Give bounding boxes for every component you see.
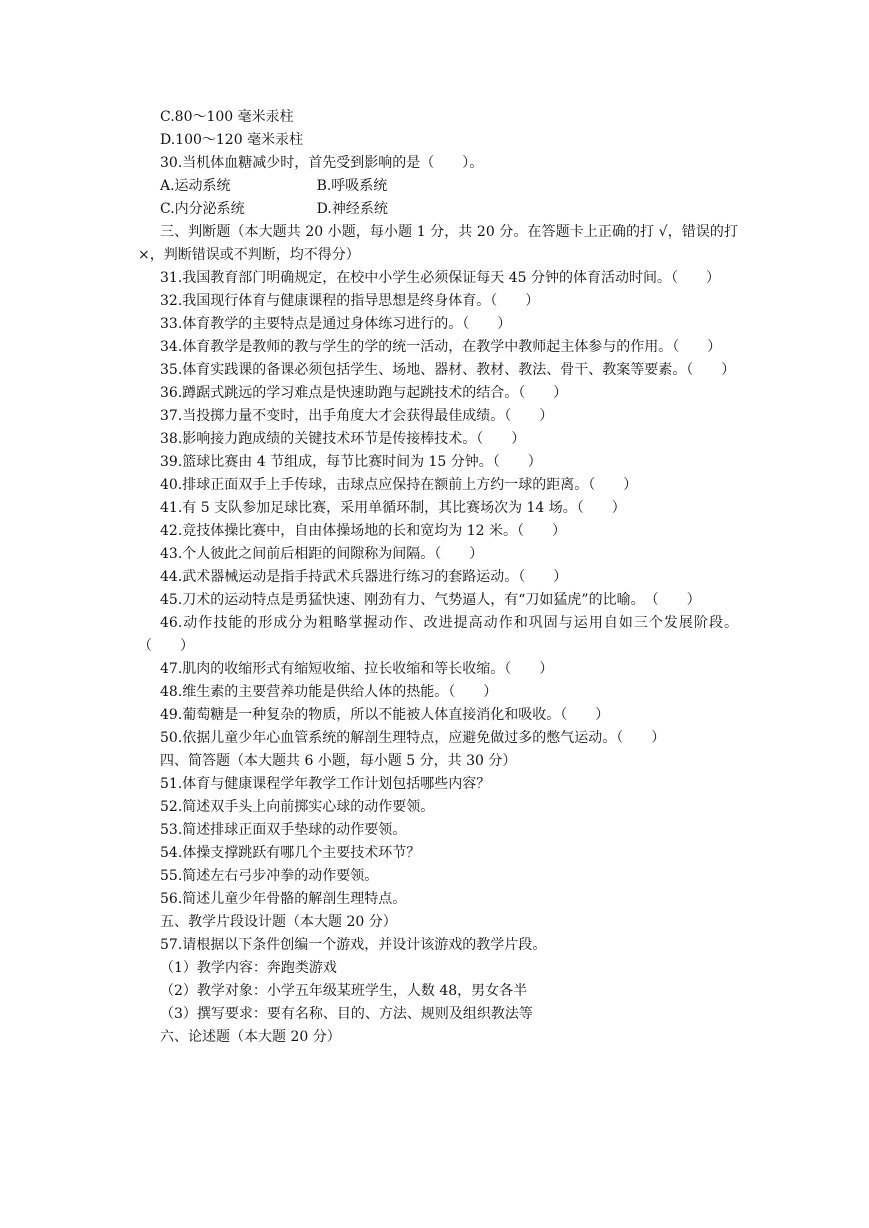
option-d: D.100～120 毫米汞柱 (160, 132, 304, 148)
option-d: D.神经系统 (316, 201, 388, 217)
question-48: 48.维生素的主要营养功能是供给人体的热能。（ ） (160, 684, 498, 700)
question-30: 30.当机体血糖减少时，首先受到影响的是（ ）。 (160, 155, 484, 171)
question-36: 36.蹲踞式跳远的学习难点是快速助跑与起跳技术的结合。（ ） (160, 385, 568, 401)
question-44: 44.武术器械运动是指手持武术兵器进行练习的套路运动。（ ） (160, 569, 568, 585)
question-31: 31.我国教育部门明确规定，在校中小学生必须保证每天 45 分钟的体育活动时间。（ ） (160, 270, 720, 286)
question-57: 57.请根据以下条件创编一个游戏，并设计该游戏的教学片段。 (160, 937, 547, 953)
section-5-heading: 五、教学片段设计题（本大题 20 分） (160, 914, 397, 930)
question-35: 35.体育实践课的备课必须包括学生、场地、器材、教材、教法、骨干、教案等要素。（ ） (160, 362, 736, 378)
question-33: 33.体育教学的主要特点是通过身体练习进行的。（ ） (160, 316, 512, 332)
condition-2: （2）教学对象：小学五年级某班学生，人数 48，男女各半 (160, 983, 528, 999)
question-34: 34.体育教学是教师的教与学生的学的统一活动，在教学中教师起主体参与的作用。（ ） (160, 339, 722, 355)
section-3-heading: 三、判断题（本大题共 20 小题，每小题 1 分，共 20 分。在答题卡上正确的打 √，错误的打×，判断错误或不判断，均不得分） (138, 224, 738, 263)
question-52: 52.简述双手头上向前掷实心球的动作要领。 (160, 799, 435, 815)
question-46: 46.动作技能的形成分为粗略掌握动作、改进提高动作和巩固与运用自如三个发展阶段。（ ） (138, 615, 738, 654)
option-c: C.80～100 毫米汞柱 (160, 109, 294, 125)
question-32: 32.我国现行体育与健康课程的指导思想是终身体育。（ ） (160, 293, 540, 309)
condition-1: （1）教学内容：奔跑类游戏 (160, 960, 337, 976)
condition-3: （3）撰写要求：要有名称、目的、方法、规则及组织教法等 (160, 1006, 533, 1022)
option-b: B.呼吸系统 (316, 178, 388, 194)
section-6-heading: 六、论述题（本大题 20 分） (160, 1029, 341, 1045)
question-42: 42.竞技体操比赛中，自由体操场地的长和宽均为 12 米。（ ） (160, 523, 566, 539)
question-54: 54.体操支撑跳跃有哪几个主要技术环节？ (160, 845, 421, 861)
question-45: 45.刀术的运动特点是勇猛快速、刚劲有力、气势逼人，有“刀如猛虎”的比喻。 （ ） (160, 592, 701, 608)
question-51: 51.体育与健康课程学年教学工作计划包括哪些内容？ (160, 776, 491, 792)
option-a: A.运动系统 (160, 178, 231, 194)
question-56: 56.简述儿童少年骨骼的解剖生理特点。 (160, 891, 407, 907)
question-37: 37.当投掷力量不变时，出手角度大才会获得最佳成绩。（ ） (160, 408, 554, 424)
option-c: C.内分泌系统 (160, 201, 245, 217)
question-55: 55.简述左右弓步冲拳的动作要领。 (160, 868, 379, 884)
question-39: 39.篮球比赛由 4 节组成，每节比赛时间为 15 分钟。（ ） (160, 454, 542, 470)
question-30-options-cd (138, 198, 738, 221)
question-41: 41.有 5 支队参加足球比赛，采用单循环制，其比赛场次为 14 场。（ ） (160, 500, 626, 516)
question-49: 49.葡萄糖是一种复杂的物质，所以不能被人体直接消化和吸收。（ ） (160, 707, 610, 723)
question-53: 53.简述排球正面双手垫球的动作要领。 (160, 822, 407, 838)
question-50: 50.依据儿童少年心血管系统的解剖生理特点，应避免做过多的憋气运动。（ ） (160, 730, 666, 746)
exam-page (138, 106, 738, 1049)
section-4-heading: 四、简答题（本大题共 6 小题，每小题 5 分，共 30 分） (160, 753, 517, 769)
question-43: 43.个人彼此之间前后相距的间隙称为间隔。（ ） (160, 546, 484, 562)
question-30-options-ab (138, 175, 738, 198)
question-38: 38.影响接力跑成绩的关键技术环节是传接棒技术。（ ） (160, 431, 526, 447)
question-47: 47.肌肉的收缩形式有缩短收缩、拉长收缩和等长收缩。（ ） (160, 661, 554, 677)
question-40: 40.排球正面双手上手传球，击球点应保持在额前上方约一球的距离。（ ） (160, 477, 638, 493)
